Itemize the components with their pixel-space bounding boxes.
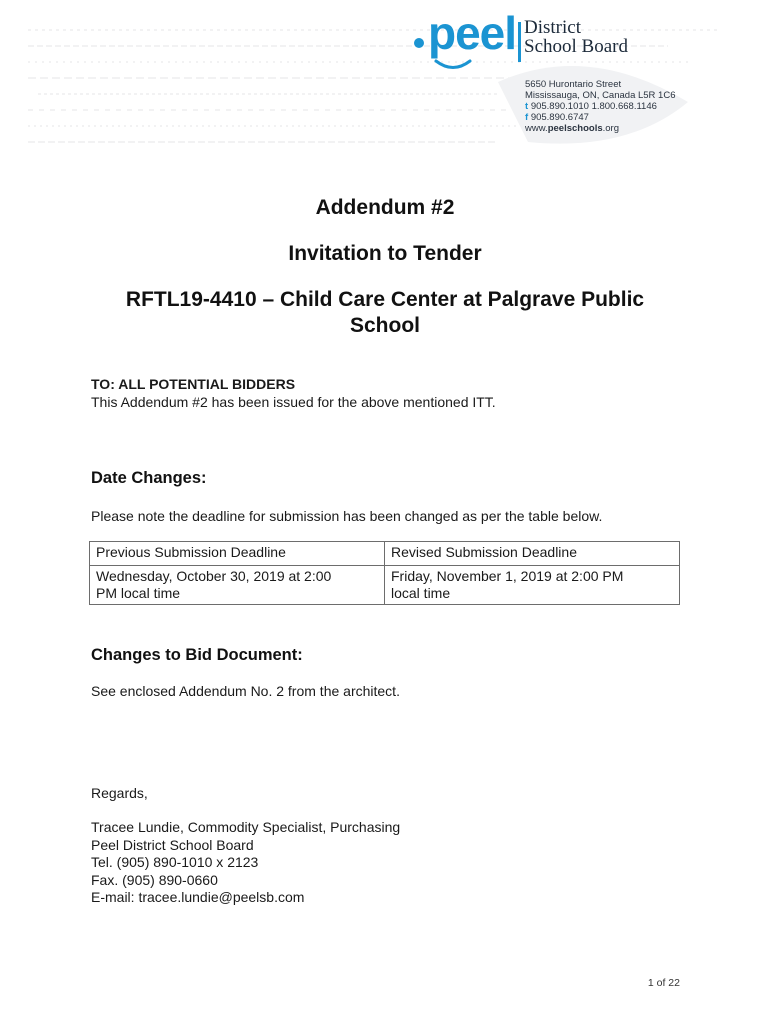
- deadline-table: [89, 541, 680, 605]
- revised-deadline-line1: Friday, November 1, 2019 at 2:00 PM: [391, 568, 624, 584]
- web-prefix: www.: [525, 123, 548, 134]
- logo-wordmark: peel: [428, 7, 517, 59]
- peel-logo: [412, 7, 632, 74]
- phone-value: 905.890.1010 1.800.668.1146: [530, 101, 657, 112]
- signature-phone: Tel. (905) 890-1010 x 2123: [91, 854, 259, 870]
- previous-deadline-line2: PM local time: [96, 585, 181, 601]
- invitation-title: Invitation to Tender: [288, 242, 482, 265]
- tender-title: [95, 287, 675, 339]
- logo-name-line2: School Board: [524, 36, 628, 57]
- logo-divider: [518, 22, 521, 62]
- fax-value: 905.890.6747: [530, 112, 589, 123]
- logo-name-line1: District: [524, 17, 581, 38]
- bid-changes-note: See enclosed Addendum No. 2 from the architect.: [91, 683, 400, 699]
- letterhead-address: [525, 79, 676, 134]
- previous-deadline-cell: [90, 566, 385, 605]
- bid-changes-heading: Changes to Bid Document:: [91, 646, 303, 664]
- fax-label: f: [525, 112, 529, 123]
- logo-dot-icon: [414, 38, 424, 48]
- address-phone: [525, 101, 676, 112]
- previous-deadline-line1: Wednesday, October 30, 2019 at 2:00: [96, 568, 332, 584]
- signature-org: Peel District School Board: [91, 836, 254, 853]
- address-city: Mississauga, ON, Canada L5R 1C6: [525, 90, 676, 101]
- web-domain: peelschools: [547, 123, 603, 134]
- revised-deadline-header: Revised Submission Deadline: [385, 542, 680, 566]
- signature-block: [91, 819, 400, 907]
- logo-smile-icon: [428, 58, 478, 72]
- tender-title-line2: School: [349, 314, 420, 337]
- previous-deadline-header: Previous Submission Deadline: [90, 542, 385, 566]
- address-website[interactable]: [525, 123, 676, 134]
- revised-deadline-line2: local time: [391, 585, 451, 601]
- page-number: 1 of 22: [647, 977, 680, 989]
- signature-fax: Fax. (905) 890-0660: [91, 871, 218, 888]
- web-suffix: .org: [602, 123, 619, 134]
- address-fax: [525, 112, 676, 123]
- recipient-line: TO: ALL POTENTIAL BIDDERS: [91, 376, 296, 392]
- revised-deadline-cell: [385, 566, 680, 605]
- signature-name: Tracee Lundie, Commodity Specialist, Purchasing: [91, 819, 401, 835]
- signature-email[interactable]: E-mail: tracee.lundie@peelsb.com: [91, 889, 305, 905]
- date-changes-note: Please note the deadline for submission has been changed as per the table below.: [91, 508, 603, 524]
- table-header-row: [90, 542, 680, 566]
- table-row: [90, 566, 680, 605]
- closing-regards: Regards,: [91, 785, 148, 801]
- issued-statement: This Addendum #2 has been issued for the above mentioned ITT.: [91, 394, 496, 410]
- addendum-title: Addendum #2: [315, 196, 455, 219]
- phone-label: t: [525, 101, 529, 112]
- date-changes-heading: Date Changes:: [91, 469, 207, 487]
- address-street: 5650 Hurontario Street: [525, 79, 622, 90]
- logo-org-name: [524, 18, 628, 56]
- tender-title-line1: RFTL19-4410 – Child Care Center at Palgrave Public: [125, 288, 645, 311]
